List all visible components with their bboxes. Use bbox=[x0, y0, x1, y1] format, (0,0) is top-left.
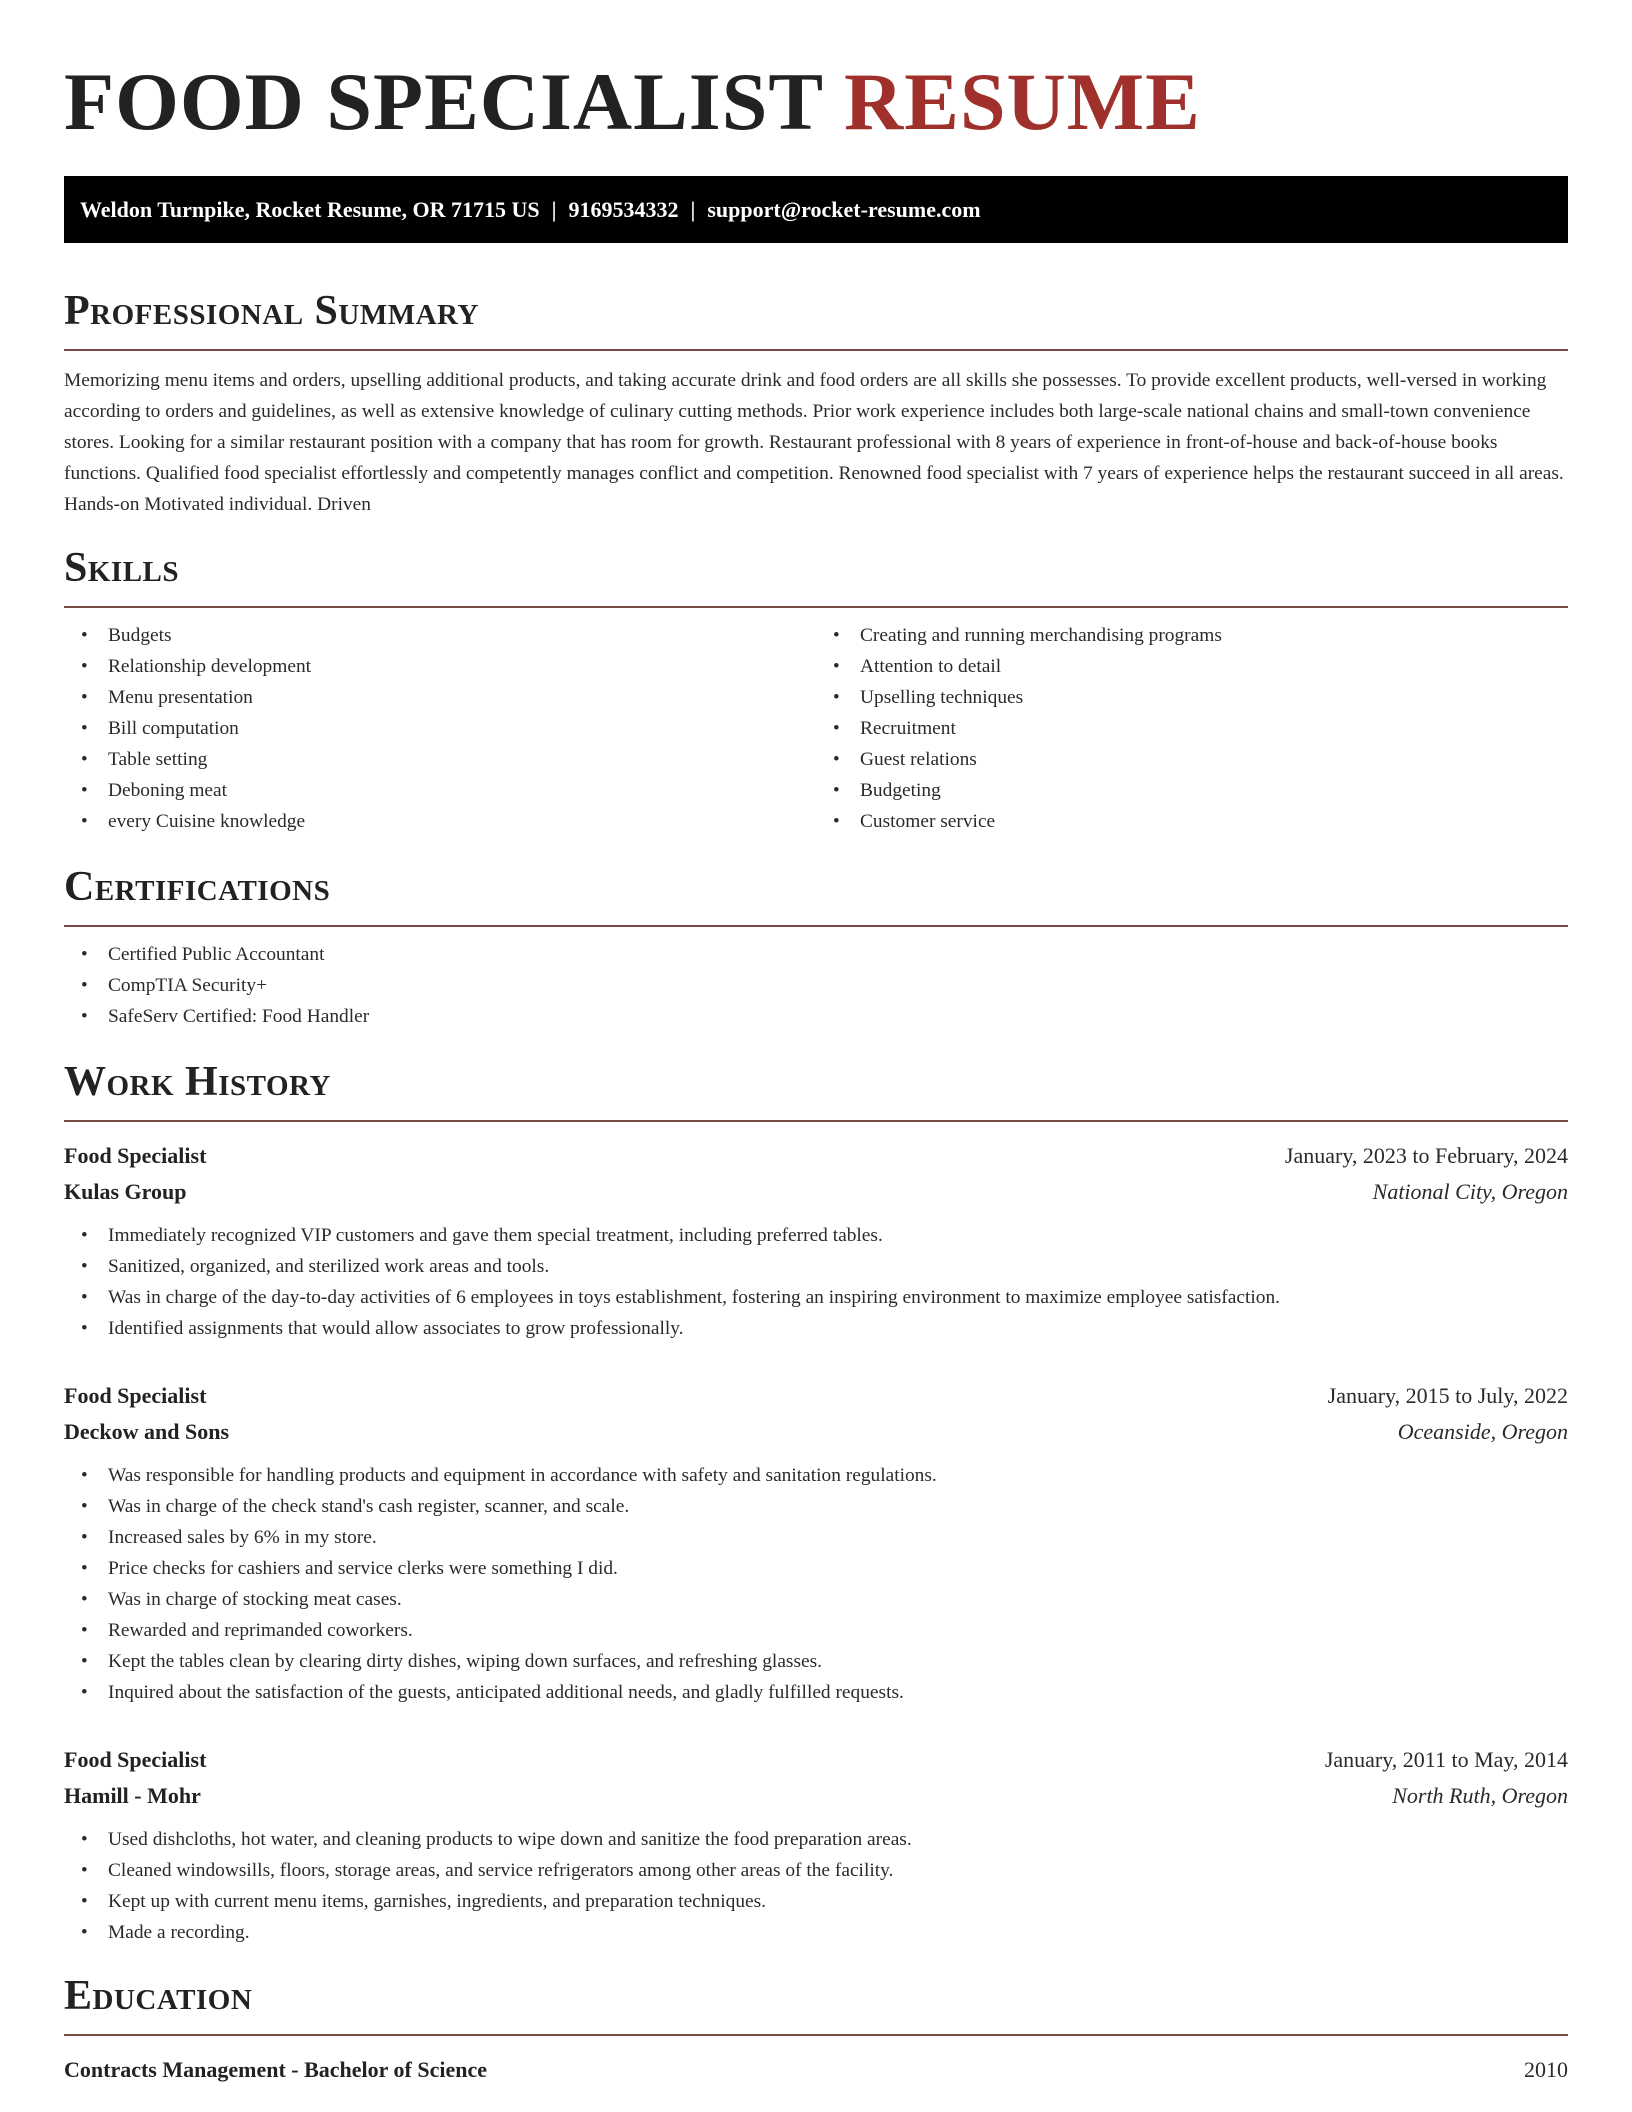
section-heading: Skills bbox=[64, 545, 180, 591]
section-divider bbox=[64, 349, 1568, 351]
job-duty: • Cleaned windowsills, floors, storage areas, and service refrigerators among other areas of the facility. bbox=[64, 1855, 1568, 1886]
job-duty: • Immediately recognized VIP customers and gave them special treatment, including preferred tables. bbox=[64, 1220, 1568, 1251]
skill-item: • Bill computation bbox=[64, 713, 816, 744]
skill-item: • every Cuisine knowledge bbox=[64, 806, 816, 837]
skill-item: • Relationship development bbox=[64, 651, 816, 682]
education-section bbox=[64, 1970, 1568, 2088]
job-duties-list bbox=[64, 1824, 1568, 1948]
contact-email: support@rocket-resume.com bbox=[707, 197, 981, 222]
job-duty: • Increased sales by 6% in my store. bbox=[64, 1522, 1568, 1553]
title-main: FOOD SPECIALIST bbox=[64, 56, 823, 147]
job-company-row bbox=[64, 1174, 1568, 1210]
job-entry bbox=[64, 1138, 1568, 1344]
job-duties-list bbox=[64, 1460, 1568, 1708]
job-company-row bbox=[64, 1414, 1568, 1450]
job-company: Kulas Group bbox=[64, 1179, 187, 1204]
skill-item: • Customer service bbox=[816, 806, 1568, 837]
job-duty: • Inquired about the satisfaction of the guests, anticipated additional needs, and gladly fulfilled requests. bbox=[64, 1677, 1568, 1708]
job-title: Food Specialist bbox=[64, 1747, 207, 1772]
contact-address: Weldon Turnpike, Rocket Resume, OR 71715 US bbox=[80, 197, 540, 222]
education-year: 2010 bbox=[1524, 2057, 1568, 2082]
section-heading: Education bbox=[64, 1973, 253, 2019]
job-entry bbox=[64, 1378, 1568, 1708]
work-history-section bbox=[64, 1056, 1568, 1948]
skill-item: • Recruitment bbox=[816, 713, 1568, 744]
certifications-list bbox=[64, 939, 1568, 1032]
job-duty: • Identified assignments that would allow associates to grow professionally. bbox=[64, 1313, 1568, 1344]
certification-item: • SafeServ Certified: Food Handler bbox=[64, 1001, 1568, 1032]
section-divider bbox=[64, 2034, 1568, 2036]
section-heading: Professional Summary bbox=[64, 288, 479, 334]
certification-item: • Certified Public Accountant bbox=[64, 939, 1568, 970]
job-header-row bbox=[64, 1742, 1568, 1778]
job-duty: • Was in charge of stocking meat cases. bbox=[64, 1584, 1568, 1615]
job-location: Oceanside, Oregon bbox=[1397, 1419, 1568, 1444]
job-header-row bbox=[64, 1378, 1568, 1414]
skill-item: • Table setting bbox=[64, 744, 816, 775]
job-duty: • Price checks for cashiers and service clerks were something I did. bbox=[64, 1553, 1568, 1584]
skill-item: • Deboning meat bbox=[64, 775, 816, 806]
resume-title bbox=[64, 0, 1568, 152]
certifications-section bbox=[64, 861, 1568, 1032]
skills-list-right bbox=[816, 620, 1568, 837]
section-divider bbox=[64, 1120, 1568, 1122]
job-duty: • Rewarded and reprimanded coworkers. bbox=[64, 1615, 1568, 1646]
job-location: North Ruth, Oregon bbox=[1392, 1783, 1568, 1808]
professional-summary-section bbox=[64, 285, 1568, 520]
job-duty: • Kept up with current menu items, garnishes, ingredients, and preparation techniques. bbox=[64, 1886, 1568, 1917]
job-header-row bbox=[64, 1138, 1568, 1174]
skill-item: • Creating and running merchandising programs bbox=[816, 620, 1568, 651]
contact-bar bbox=[64, 176, 1568, 243]
job-company: Deckow and Sons bbox=[64, 1419, 230, 1444]
job-duty: • Used dishcloths, hot water, and cleaning products to wipe down and sanitize the food preparation areas. bbox=[64, 1824, 1568, 1855]
summary-text: Memorizing menu items and orders, upselling additional products, and taking accurate drink and food orders are all skills she possesses. To provide excellent products, well-versed in working according to orders and guidelines, as well as extensive knowledge of culinary cutting methods. Prior work experience includes both large-scale national chains and small-town convenience stores. Looking for a similar restaurant position with a company that has room for growth. Restaurant professional with 8 years of experience in front-of-house and back-of-house books functions. Qualified food specialist effortlessly and competently manages conflict and competition. Renowned food specialist with 7 years of experience helps the restaurant succeed in all areas. Hands-on Motivated individual. Driven bbox=[64, 370, 1564, 515]
job-title: Food Specialist bbox=[64, 1383, 207, 1408]
job-dates: January, 2023 to February, 2024 bbox=[1284, 1143, 1568, 1168]
job-duties-list bbox=[64, 1220, 1568, 1344]
certification-item: • CompTIA Security+ bbox=[64, 970, 1568, 1001]
education-entry bbox=[64, 2052, 1568, 2088]
job-company-row bbox=[64, 1778, 1568, 1814]
job-duty: • Sanitized, organized, and sterilized work areas and tools. bbox=[64, 1251, 1568, 1282]
skill-item: • Budgeting bbox=[816, 775, 1568, 806]
skill-item: • Menu presentation bbox=[64, 682, 816, 713]
skill-item: • Budgets bbox=[64, 620, 816, 651]
skill-item: • Guest relations bbox=[816, 744, 1568, 775]
job-title: Food Specialist bbox=[64, 1143, 207, 1168]
job-location: National City, Oregon bbox=[1372, 1179, 1568, 1204]
skill-item: • Attention to detail bbox=[816, 651, 1568, 682]
education-row bbox=[64, 2052, 1568, 2088]
skills-list-left bbox=[64, 620, 816, 837]
job-company: Hamill - Mohr bbox=[64, 1783, 201, 1808]
section-divider bbox=[64, 925, 1568, 927]
section-heading: Work History bbox=[64, 1059, 331, 1105]
job-entry bbox=[64, 1742, 1568, 1948]
job-duty: • Was responsible for handling products and equipment in accordance with safety and sanitation regulations. bbox=[64, 1460, 1568, 1491]
resume-page bbox=[64, 0, 1568, 2088]
section-heading: Certifications bbox=[64, 864, 331, 910]
job-duty: • Was in charge of the check stand's cash register, scanner, and scale. bbox=[64, 1491, 1568, 1522]
contact-separator: | bbox=[551, 197, 557, 222]
skill-item: • Upselling techniques bbox=[816, 682, 1568, 713]
job-duty: • Made a recording. bbox=[64, 1917, 1568, 1948]
skills-grid bbox=[64, 608, 1568, 837]
job-duty: • Kept the tables clean by clearing dirty dishes, wiping down surfaces, and refreshing glasses. bbox=[64, 1646, 1568, 1677]
job-dates: January, 2011 to May, 2014 bbox=[1324, 1747, 1568, 1772]
contact-separator: | bbox=[690, 197, 696, 222]
skills-section bbox=[64, 542, 1568, 837]
job-duty: • Was in charge of the day-to-day activities of 6 employees in toys establishment, fostering an inspiring environment to maximize employee satisfaction. bbox=[64, 1282, 1568, 1313]
education-degree: Contracts Management - Bachelor of Science bbox=[64, 2057, 487, 2082]
job-dates: January, 2015 to July, 2022 bbox=[1327, 1383, 1568, 1408]
title-accent: RESUME bbox=[844, 56, 1201, 147]
contact-phone: 9169534332 bbox=[568, 197, 679, 222]
